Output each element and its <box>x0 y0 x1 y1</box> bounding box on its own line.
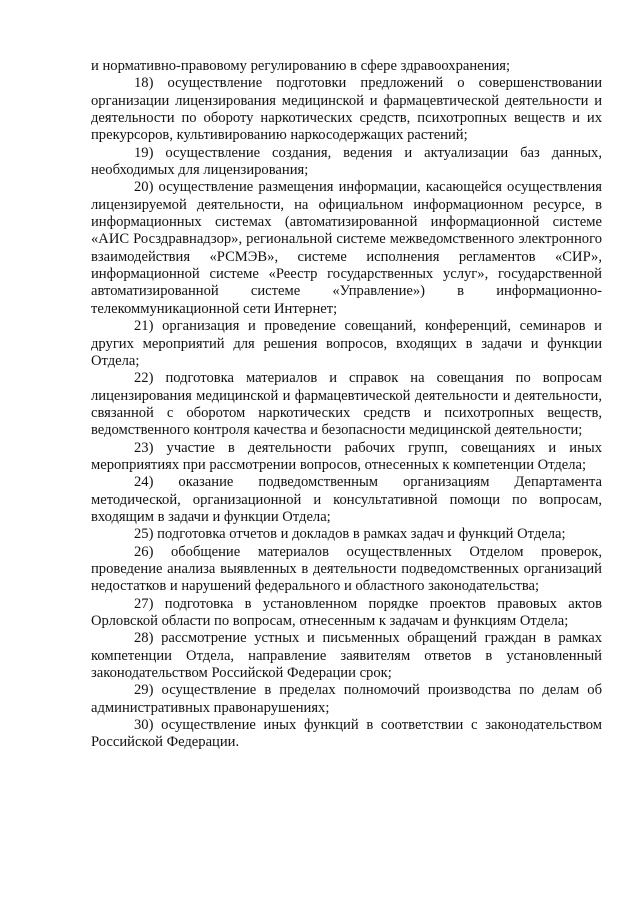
paragraph-item-27: 27) подготовка в установленном порядке проектов правовых актов Орловской области по вопросам, отнесенным к задачам и функциям Отдела; <box>91 595 602 629</box>
paragraph-continuation: и нормативно-правовому регулированию в сфере здравоохранения; <box>91 58 511 74</box>
paragraph-item-19: 19) осуществление создания, ведения и актуализации баз данных, необходимых для лицензирования; <box>91 144 602 179</box>
paragraph-item-30: 30) осуществление иных функций в соответствии с законодательством Российской Федерации. <box>91 717 602 751</box>
paragraph-item-23: 23) участие в деятельности рабочих групп, совещаниях и иных мероприятиях при рассмотрении вопросов, отнесенных к компетенции Отдела; <box>91 439 602 473</box>
paragraph-item-26: 26) обобщение материалов осуществленных Отделом проверок, проведение анализа выявленных в деятельности подведомственных организаций недостатков и нарушений федерального и областного законодательства; <box>91 543 602 595</box>
paragraph-item-24: 24) оказание подведомственным организациям Департамента методической, организационной и консультативной помощи по вопросам, входящим в задачи и функции Отдела; <box>91 474 602 525</box>
paragraph-item-20: 20) осуществление размещения информации, касающейся осуществления лицензируемой деятельности, на официальном информационном ресурсе, в информационных системах (автоматизированной информационной системе «АИС Росздравнадзор», региональной системе межведомственного электронного взаимодействия «РСМЭВ», системе исполнения регламентов «СИР», информационной системе «Реестр государственных услуг», государственной автоматизированной системе «Управление») в информационно-телекоммуникационной сети Интернет; <box>91 179 602 317</box>
paragraph-item-29: 29) осуществление в пределах полномочий производства по делам об административных правонарушениях; <box>91 682 602 716</box>
paragraph-item-21: 21) организация и проведение совещаний, конференций, семинаров и других мероприятий для решения вопросов, входящих в задачи и функции Отдела; <box>91 318 602 369</box>
paragraph-item-22: 22) подготовка материалов и справок на совещания по вопросам лицензирования медицинской и фармацевтической деятельности и деятельности, связанной с оборотом наркотических средств и психотропных веществ, ведомственного контроля качества и безопасности медицинской деятельности; <box>91 370 602 439</box>
paragraph-item-28: 28) рассмотрение устных и письменных обращений граждан в рамках компетенции Отдела, направление заявителям ответов в установленный законодательством Российской Федерации срок; <box>91 630 602 682</box>
paragraph-item-18: 18) осуществление подготовки предложений о совершенствовании организации лицензирования медицинской и фармацевтической деятельности и деятельности по обороту наркотических средств, психотропных веществ и их прекурсоров, культивированию наркосодержащих растений; <box>91 75 602 144</box>
paragraph-item-25: 25) подготовка отчетов и докладов в рамках задач и функций Отдела; <box>134 526 566 543</box>
